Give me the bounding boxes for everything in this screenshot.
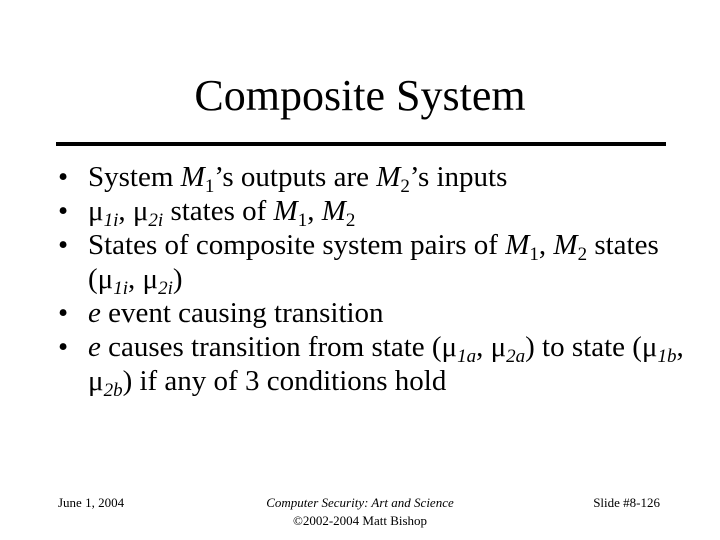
footer-course: Computer Security: Art and Science [266, 495, 454, 510]
title-divider [56, 142, 666, 146]
footer-slide-number: Slide #8-126 [593, 495, 660, 510]
footer-copyright: ©2002-2004 Matt Bishop [292, 513, 428, 528]
bullet-item [58, 228, 698, 299]
bullet-text: e causes transition from state ($\mu_{1a}$, $\mu_{2a}$) to state ($\mu_{1b}$, $\mu_{2b}$) if any of 3 conditions hold [88, 331, 684, 401]
bullet-item [58, 160, 698, 197]
slide-title: Composite System [194, 71, 526, 120]
bullet-icon: • [58, 297, 69, 329]
bullet-icon: • [58, 229, 69, 261]
bullet-icon: • [58, 195, 69, 227]
bullet-icon: • [58, 331, 69, 363]
bullet-item [58, 330, 698, 401]
footer-date: June 1, 2004 [58, 495, 125, 510]
footer-center [230, 494, 490, 530]
bullet-icon: • [58, 161, 69, 193]
bullet-list [58, 160, 698, 401]
bullet-item [58, 296, 698, 330]
bullet-text: States of composite system pairs of $M_1$, $M_2$ states ($\mu_{1i}$, $\mu_{2i}$) [88, 229, 659, 299]
bullet-text: e event causing transition [88, 297, 384, 329]
bullet-text: System $M_1’s$ outputs are $M_2’s$ inputs [88, 161, 508, 197]
bullet-text: $\mu_{1i}$, $\mu_{2i}$ states of $M_1$, $M_2$ [88, 195, 356, 231]
bullet-item [58, 194, 698, 231]
